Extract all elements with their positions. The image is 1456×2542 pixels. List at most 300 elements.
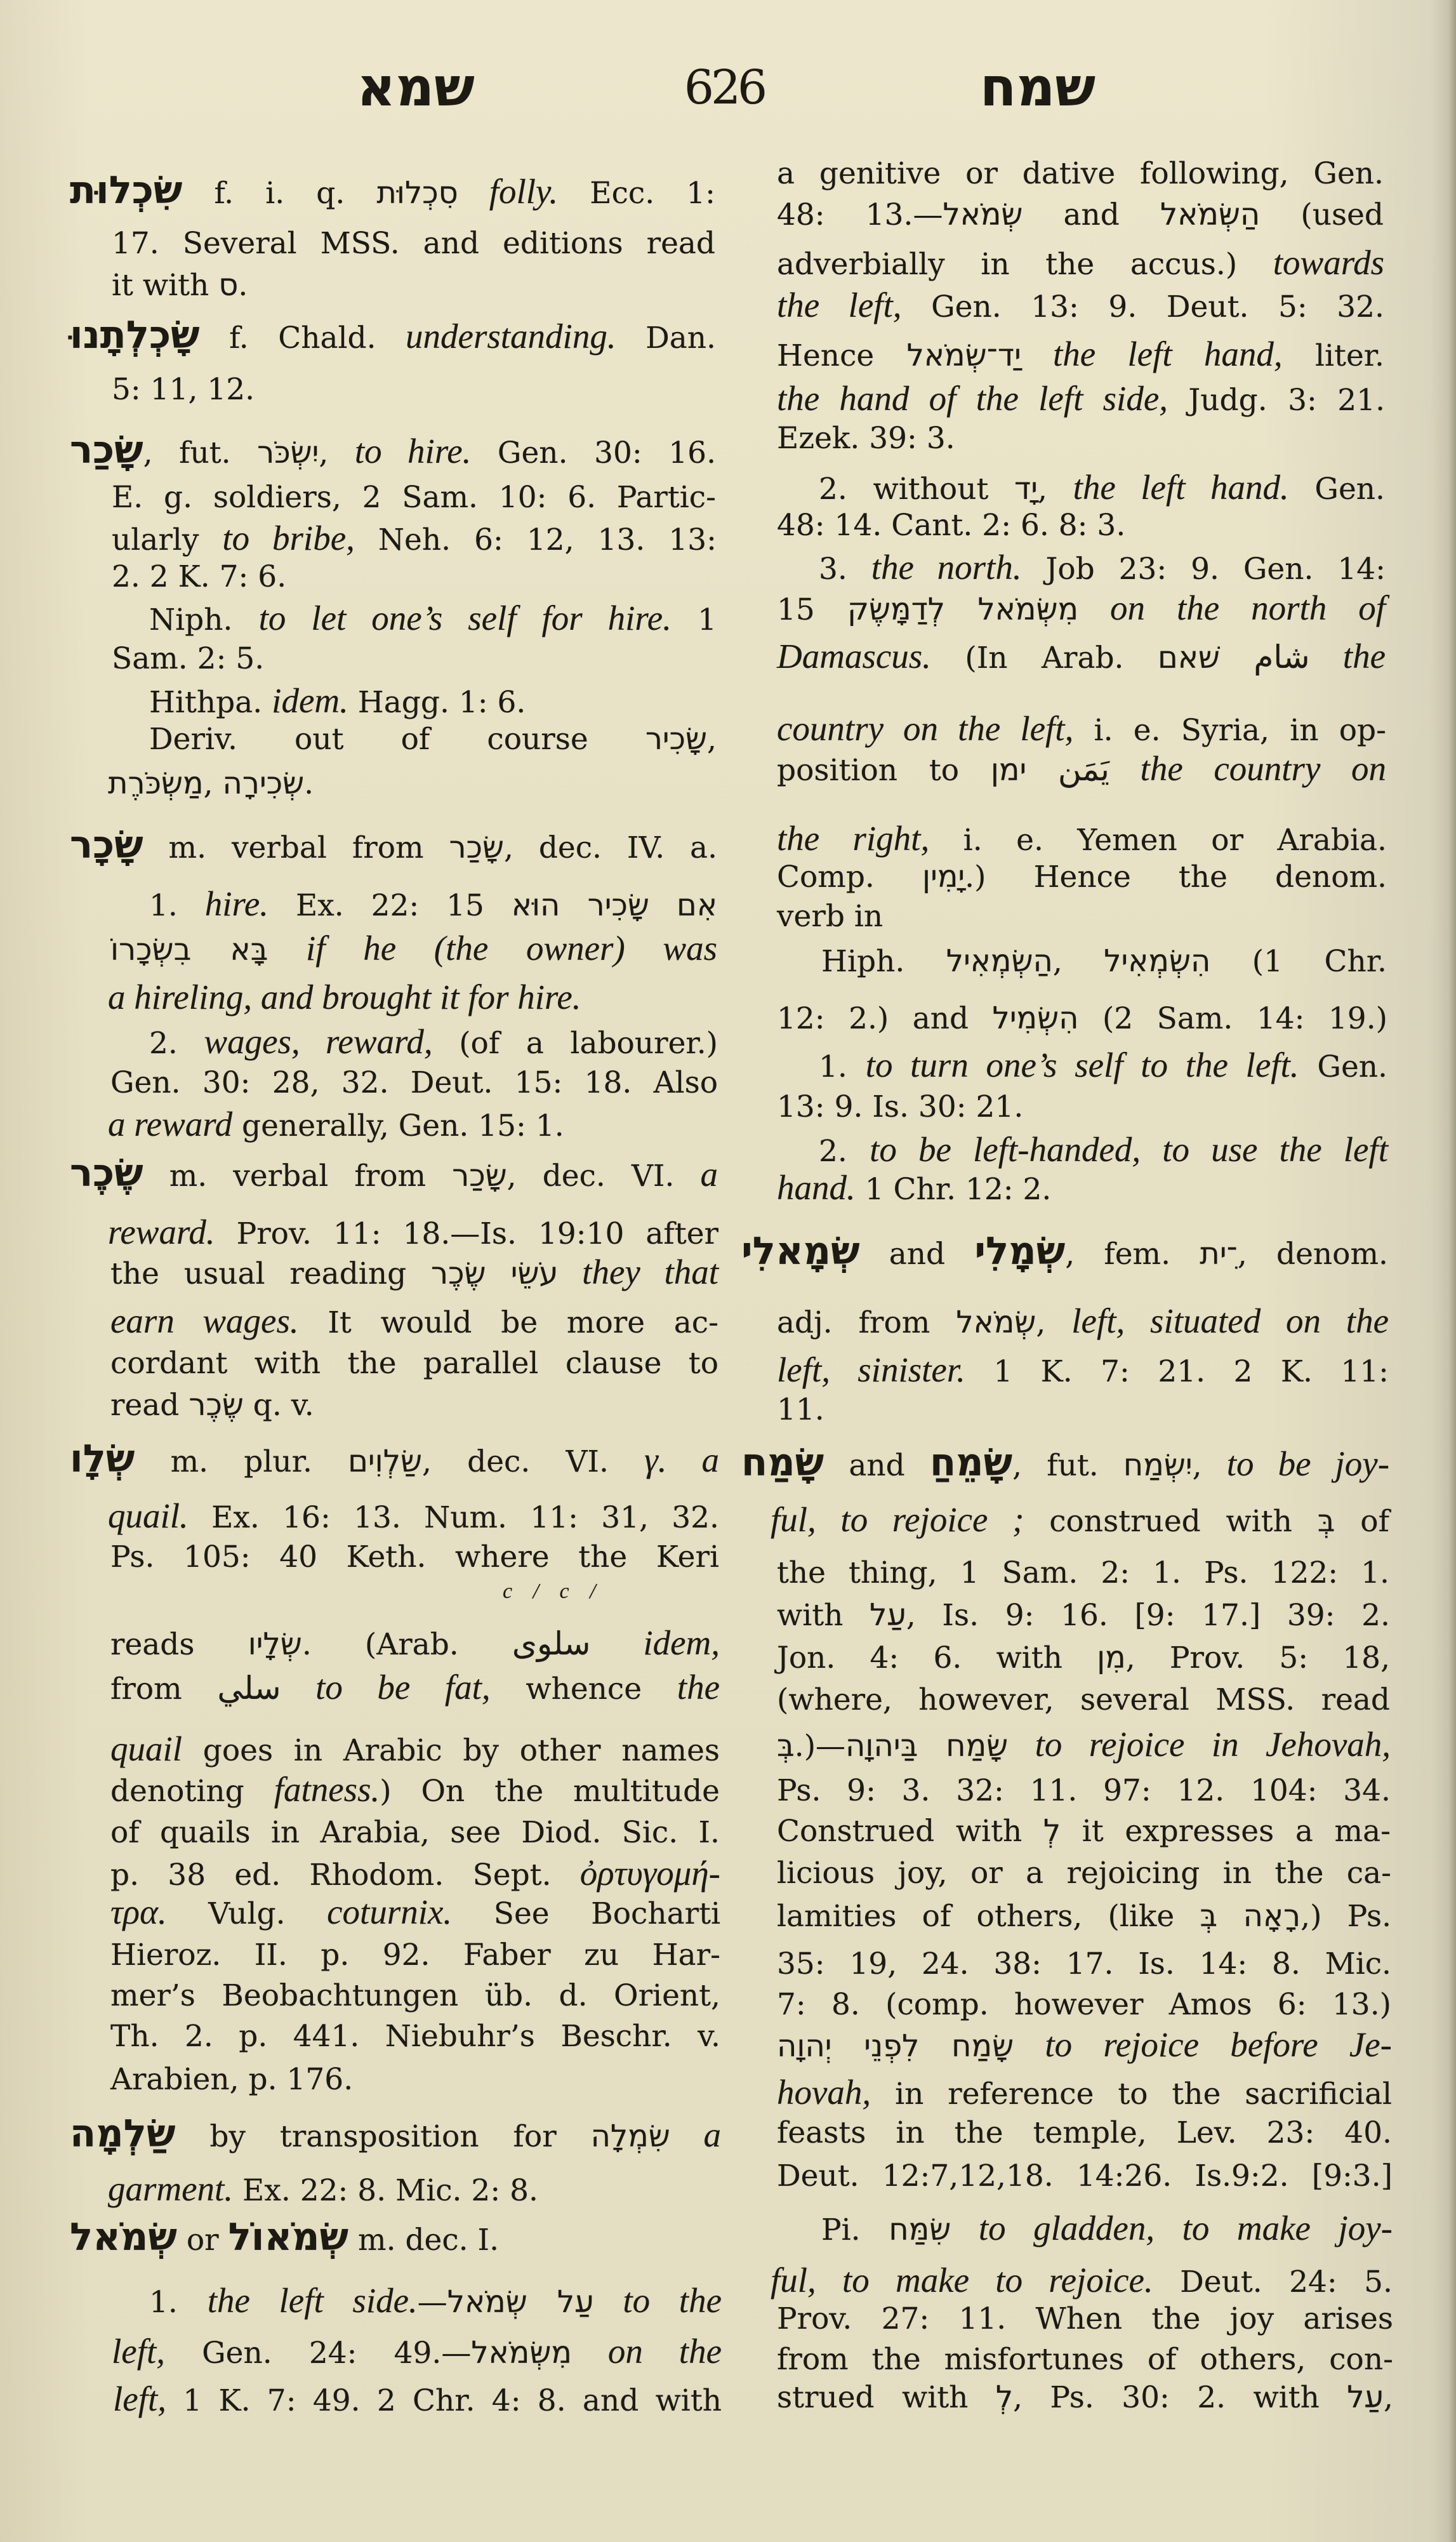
text-line [149,596,717,641]
text-line [108,1493,719,1539]
text-line [771,1497,1389,1543]
text-line [108,975,718,1020]
roman-text: , [319,436,355,470]
roman-text: 1. [149,888,205,923]
hebrew-headword: שְׂמֹאל [70,2215,177,2259]
italic-text: to hire. [354,432,472,470]
italic-text: left, situated on the [1071,1301,1389,1340]
roman-text: ,) Ps. [1300,1899,1392,1934]
hebrew-word: אִם שָׂכִיר הוּא [511,888,717,923]
hebrew-word: מַשְׂכֹּרֶת [108,766,204,801]
italic-text: country on the left, [777,709,1074,748]
text-line [503,1566,630,1611]
hebrew-headword: שְׂלָו [70,1437,135,1481]
roman-text: of [1335,1504,1389,1539]
text-line [777,503,1385,549]
text-line [70,427,716,473]
hebrew-word: עֹשֵׂי שֶׂכֶר [431,1256,559,1291]
hebrew-word: שְׂמֹאל [943,197,1023,232]
hebrew-headword: שְׂמֹאוֹל [228,2215,349,2259]
text-line [149,2278,722,2324]
roman-text: , [1052,944,1104,979]
roman-text: licious joy, or a rejoicing in the ca- [777,1856,1391,1891]
roman-text: f. i. q. [182,176,377,211]
hebrew-word: יִשְׂכֹּר [257,435,319,470]
roman-text: from [110,1672,218,1707]
text-line [741,1228,1388,1274]
roman-text: whence [490,1672,677,1707]
text-line [112,2329,722,2374]
italic-text: the [1309,637,1386,675]
text-line [777,240,1384,286]
italic-text: a [700,1155,718,1194]
hebrew-word: שְׂמֹאל [956,1305,1036,1340]
italic-text: hire. [204,884,269,923]
text-line [777,192,1384,237]
roman-text: Deut. 12:7,12,18. 14:26. Is.9:2. [9:3.] [777,2159,1393,2193]
hebrew-headword: שֶׂכֶר [70,1151,143,1195]
roman-text: . [304,766,314,801]
text-line [777,1592,1390,1638]
text-line [821,938,1387,984]
roman-text: lamities of others, (like [777,1899,1200,1934]
roman-text [1220,641,1254,675]
italic-text: quail [110,1729,183,1768]
roman-text: ) On the multitude [380,1774,720,1809]
roman-text: E. g. soldiers, 2 Sam. 10: 6. Partic- [112,480,716,515]
text-line [777,585,1386,631]
left-guide-word: שמא [357,56,475,118]
italic-text: the hand of the left side, [777,379,1168,418]
roman-text: Job 23: 9. Gen. 14: [1021,552,1386,587]
text-line [819,1042,1387,1088]
roman-text: 11. [777,1392,824,1427]
text-line [777,706,1386,752]
roman-text: m. verbal from [143,1159,453,1194]
roman-text: position to [777,753,991,788]
hebrew-word: שִׂמְלָה [590,2119,670,2154]
roman-text: , dec. VI. [506,1159,701,1194]
roman-text: f. Chald. [199,321,406,356]
roman-text: (of a labourer.) [432,1026,718,1061]
roman-text: . [238,268,248,303]
text-line [777,1165,1388,1211]
text-line [112,636,717,682]
text-line [777,376,1385,422]
italic-text: the left side. [207,2281,418,2320]
roman-text: and [1023,197,1160,232]
italic-text: to let one’s self for hire. [258,599,672,637]
roman-text: Arabien, p. 176. [110,2062,354,2097]
roman-text: (In Arab. [930,641,1158,675]
italic-text: idem. [272,681,348,720]
text-line [777,1768,1391,1814]
italic-text: ful, to rejoice ; [771,1500,1024,1539]
text-line [777,854,1387,900]
italic-text: to turn one’s self to the left. [865,1046,1299,1084]
roman-text: Ps. 105: 40 Keth. where the Keri [110,1540,719,1574]
roman-text: It would be more ac- [298,1305,718,1340]
text-line [110,1933,720,1978]
roman-text: adj. from [777,1305,956,1340]
italic-text: the left hand. [1073,468,1289,507]
roman-text: Judg. 3: 21. [1168,383,1386,418]
roman-text: (1 Chr. [1210,944,1387,979]
arabic-word: سلي [217,1670,281,1707]
roman-text: , Ps. 30: 2. with [1013,2380,1347,2415]
roman-text: , dec. VI. [422,1444,645,1479]
text-line [777,2296,1393,2342]
roman-text: goes in Arabic by other names [182,1733,720,1768]
roman-text: m. dec. I. [348,2223,500,2258]
hebrew-word: מִשְּׂמֹאל [471,2335,572,2371]
italic-text: folly. [458,172,559,211]
roman-text: Prov. 11: 18.—Is. 19:10 after [215,1216,718,1251]
roman-text: of quails in Arabia, see Diod. Sic. I. [110,1815,720,1850]
italic-text: they that [558,1253,719,1291]
italic-text: to be joy- [1226,1444,1390,1483]
text-line [110,1767,720,1813]
text-line [70,168,715,213]
greek-word: ὀρτυγομή- [579,1854,720,1893]
italic-text: γ. a [644,1441,719,1479]
roman-text: it expresses a ma- [1061,1814,1391,1849]
italic-text: understanding. [406,317,616,356]
text-line [777,283,1384,328]
italic-text: on the [571,2332,722,2371]
roman-text: Gen. [1288,472,1385,507]
hebrew-word: הַשְׂמְאִיל [946,943,1053,979]
hebrew-word: שָׂמַח לִפְנֵי יְהוָה [777,2028,1014,2064]
roman-text: Ecc. 1: [558,176,715,211]
roman-text: (used [1260,197,1384,232]
italic-text: earn wages. [110,1301,299,1340]
hebrew-word: יִשְׂמַח [1123,1447,1193,1483]
roman-text: Hagg. 1: 6. [348,685,526,720]
italic-text: hovah, [777,2073,871,2112]
text-line [777,1347,1389,1393]
roman-text: , fem. [1065,1237,1200,1272]
hebrew-word: יָד [1014,471,1038,507]
roman-text: feasts in the temple, Lev. 23: 40. [777,2115,1392,2150]
roman-text: See Bocharti [452,1896,720,1931]
hebrew-headword: שַׂלְמָה [70,2112,176,2156]
text-line [777,1893,1391,1939]
text-line [777,1941,1391,1987]
roman-text: 15 [777,592,847,627]
italic-text: to the [593,2281,722,2320]
italic-text: to bribe, [222,519,355,557]
text-line [110,1298,718,1344]
hebrew-headword: שְׂמָאלִי [741,1229,860,1274]
roman-text: Construed with [777,1814,1043,1849]
roman-text: Th. 2. p. 441. Niebuhr’s Beschr. v. [110,2019,720,2054]
roman-text: adverbially in the accus.) [777,247,1273,282]
roman-text: construed with [1024,1504,1318,1539]
hebrew-word: עַל שְׂמֹאל [447,2284,594,2320]
italic-text: garment. [108,2169,234,2208]
text-line [777,995,1387,1041]
text-line [149,716,717,762]
text-line [70,1436,719,1482]
italic-text: to rejoice before Je- [1014,2025,1392,2064]
roman-text: in reference to the sacrificial [871,2077,1392,2112]
roman-text: (2 Sam. 14: 19.) [1078,1001,1387,1036]
hebrew-word: שַׂלְוִים [348,1444,423,1479]
italic-text: Damascus. [777,637,931,675]
hebrew-word: שָׂכִיר [645,721,708,757]
text-line [110,1341,718,1387]
hebrew-word: שָׂמַח בַּיהוָה [845,1728,1009,1764]
italic-text: on the north of [1078,589,1386,627]
roman-text: 35: 19, 24. 38: 17. Is. 14: 8. Mic. [777,1946,1391,1981]
text-line [777,1808,1391,1854]
text-line [777,1635,1390,1680]
roman-text: Gen. [1299,1049,1387,1084]
roman-text: (where, however, several MSS. read [777,1682,1390,1717]
roman-text: 3. [819,552,871,587]
roman-text: , dec. IV. a. [503,830,718,865]
roman-text: Comp. [777,860,922,895]
arabic-vowel-marks: c / c / [503,1580,604,1603]
hebrew-word: יָמִין [922,859,965,895]
hebrew-word: עַל [1347,2379,1384,2415]
text-line [777,1298,1389,1344]
roman-text: Gen. 30: 16. [471,436,717,470]
italic-text: left, sinister. [777,1350,965,1389]
roman-text: p. 38 ed. Rhodom. Sept. [110,1858,580,1893]
text-line [112,262,715,308]
hebrew-word: שָׂכַר [449,830,504,865]
text-line [108,1209,718,1255]
text-line [777,1084,1387,1130]
text-line [819,545,1386,590]
roman-text: . (Arab. [301,1627,512,1662]
italic-text: the [677,1668,720,1707]
roman-text: Ezek. 39: 3. [777,421,955,456]
text-line [108,1101,718,1147]
hebrew-word: שְׂלָיו [248,1627,302,1662]
roman-text: m. plur. [135,1444,348,1479]
italic-text: the left, [777,286,902,324]
roman-text: 17. Several MSS. and editions read [112,226,715,261]
text-line [777,2022,1392,2068]
italic-text: a reward [108,1105,233,1143]
text-line [777,2153,1393,2199]
italic-text: the right, [777,819,930,858]
italic-text: to be left-handed, to use the left [870,1130,1388,1169]
italic-text: to be fat, [281,1668,491,1707]
text-line [110,1810,720,1856]
roman-text: and [824,1448,930,1483]
hebrew-headword: שְׂמָלִי [974,1229,1066,1274]
text-line [110,2057,721,2103]
roman-text: Ex. 22: 8. Mic. 2: 8. [233,2173,538,2208]
roman-text: 2. 2 K. 7: 6. [112,559,287,594]
hebrew-word: שׁאם [1157,640,1220,675]
text-line [110,1665,720,1710]
hebrew-word: ימן [990,752,1027,788]
italic-text: reward. [108,1213,215,1251]
text-line [777,894,1387,940]
italic-text: towards [1273,243,1384,282]
italic-text: the north. [871,548,1022,587]
roman-text: verb in [777,899,884,934]
roman-text: read [110,1388,189,1423]
roman-text: the thing, 1 Sam. 2: 1. Ps. 122: 1. [777,1555,1389,1590]
arabic-word: شام [1254,639,1310,675]
hebrew-word: שֶׂכֶר [189,1387,244,1423]
roman-text: Vulg. [166,1896,328,1931]
text-line [70,312,716,358]
roman-text: 1 [671,602,717,637]
arabic-word: سلوى [512,1625,591,1662]
hebrew-headword: שָׂכְלְתָנוּ [70,313,200,357]
italic-text: coturnix. [327,1893,453,1931]
roman-text: i. e. Syria, in op- [1073,713,1386,748]
hebrew-word: הִשְׂמִיל [992,1001,1079,1036]
italic-text: a hireling, and brought it for hire. [108,978,581,1016]
hebrew-word: שִׂמַּח [889,2212,951,2247]
roman-text: Ex. 22: 15 [268,888,512,923]
italic-text: to rejoice in Jehovah, [1008,1725,1391,1764]
text-line [110,1060,718,1106]
roman-text: , [203,766,223,801]
roman-text: 1 K. 7: 21. 2 K. 11: [965,1354,1389,1389]
roman-text: denoting [110,1774,274,1809]
italic-text: idem, [590,1623,720,1662]
roman-text: strued with [777,2380,996,2415]
text-line [108,2166,721,2212]
roman-text: Hence [777,338,907,373]
roman-text: Neh. 6: 12, 13. 13: [354,522,717,557]
text-line [777,1851,1391,1896]
text-line [777,2374,1393,2420]
text-line [110,1973,720,2019]
roman-text: , [1384,2380,1393,2415]
arabic-word: يَمَن [1058,751,1109,788]
text-line [777,2110,1392,2156]
roman-text: cordant with the parallel clause to [110,1346,718,1381]
text-line [777,746,1386,792]
roman-text: 48: 14. Cant. 2: 6. 8: 3. [777,508,1126,543]
hebrew-word: לְ [1043,1813,1061,1849]
text-line [110,926,717,971]
hebrew-word: לְ [995,2379,1014,2415]
roman-text: by transposition for [175,2119,591,2154]
hebrew-word: שָׂכַר [452,1158,507,1194]
roman-text: , [707,722,717,757]
italic-text: fatness. [274,1770,380,1809]
roman-text: Deriv. out of course [149,722,645,757]
hebrew-word: רָאָה בְּ [1200,1898,1301,1934]
hebrew-headword: שִׂכְלוּת [70,168,183,213]
hebrew-word: הַשְּׂמֹאל [1160,197,1261,232]
page-number: 626 [684,60,765,115]
roman-text: with [777,1598,870,1633]
roman-text: or [176,2223,228,2258]
roman-text: Ex. 16: 13. Num. 11: 31, 32. [188,1500,719,1535]
roman-text: Sam. 2: 5. [112,641,265,676]
text-line [777,2070,1392,2115]
text-line [110,1726,720,1772]
roman-text: , Prov. 5: 18, [1125,1640,1391,1675]
roman-text: ularly [112,522,223,557]
text-line [108,761,717,806]
roman-text: , Is. 9: 16. [9: 17.] 39: 2. [906,1598,1390,1633]
roman-text: — [417,2285,447,2320]
hebrew-headword: שָׂכַר [70,428,143,472]
hebrew-word: ס [218,267,239,303]
text-line [112,554,717,600]
text-line [777,1982,1391,2028]
roman-text: and [859,1237,975,1272]
hebrew-word: ־ִית [1200,1236,1238,1272]
roman-text: Dan. [616,321,716,356]
text-line [112,475,716,521]
roman-text: , [1192,1448,1227,1483]
roman-text: 1 K. 7: 49. 2 Chr. 4: 8. and with [166,2383,722,2418]
hebrew-word: מִן [1097,1640,1126,1675]
italic-text: if he (the owner) was [268,929,718,968]
italic-text: to gladden, to make joy- [951,2209,1393,2247]
roman-text: 1. [819,1049,866,1084]
text-line [777,1387,1389,1433]
text-line [741,1440,1389,1486]
roman-text: q. v. [243,1388,314,1423]
text-line [110,1620,720,1666]
text-line [777,634,1386,679]
text-line [110,1249,718,1295]
roman-text: Deut. 24: 5. [1153,2265,1393,2299]
roman-text: .) Hence the denom. [965,860,1387,895]
text-line [70,822,717,868]
roman-text: Ps. 9: 3. 32: 11. 97: 12. 104: 34. [777,1773,1391,1808]
italic-text: the left hand, [1021,335,1283,373]
hebrew-headword: שָׂמַח [741,1441,824,1485]
text-line [821,2206,1393,2251]
roman-text: Gen. 13: 9. Deut. 5: 32. [901,289,1384,324]
italic-text: left, [113,2379,167,2418]
roman-text: Hiph. [821,944,946,979]
italic-text: quail. [108,1496,189,1535]
roman-text: .)— [794,1729,846,1764]
roman-text: , [1036,1305,1072,1340]
roman-text: 1 Chr. 12: 2. [855,1172,1052,1207]
hebrew-word: בְּ [1317,1503,1335,1539]
roman-text: m. verbal from [143,830,449,865]
roman-text: , fut. [143,436,258,470]
roman-text: , denom. [1237,1237,1388,1272]
roman-text: 2. without [819,472,1015,507]
text-line [113,2376,722,2422]
roman-text: 48: 13.— [777,197,943,232]
hebrew-word: בְּ [777,1728,795,1764]
italic-text: wages, reward, [204,1022,433,1061]
roman-text: Hithpa. [149,685,272,720]
text-line [70,1150,718,1196]
text-line [777,416,1385,462]
roman-text: 12: 2.) and [777,1001,993,1036]
hebrew-word: יַד־שְׂמֹאל [906,338,1021,373]
roman-text: liter. [1282,338,1384,373]
roman-text: 5: 11, 12. [112,372,255,407]
hebrew-word: בָּא בִשְׂכָרוֹ [110,932,268,968]
hebrew-word: הִשְׂמְאִיל [1104,943,1211,979]
hebrew-word: מִשְּׂמֹאל לְדַמָּשֶׂק [847,592,1079,627]
roman-text: i. e. Yemen or Arabia. [929,823,1387,858]
roman-text: the usual reading [110,1256,432,1291]
